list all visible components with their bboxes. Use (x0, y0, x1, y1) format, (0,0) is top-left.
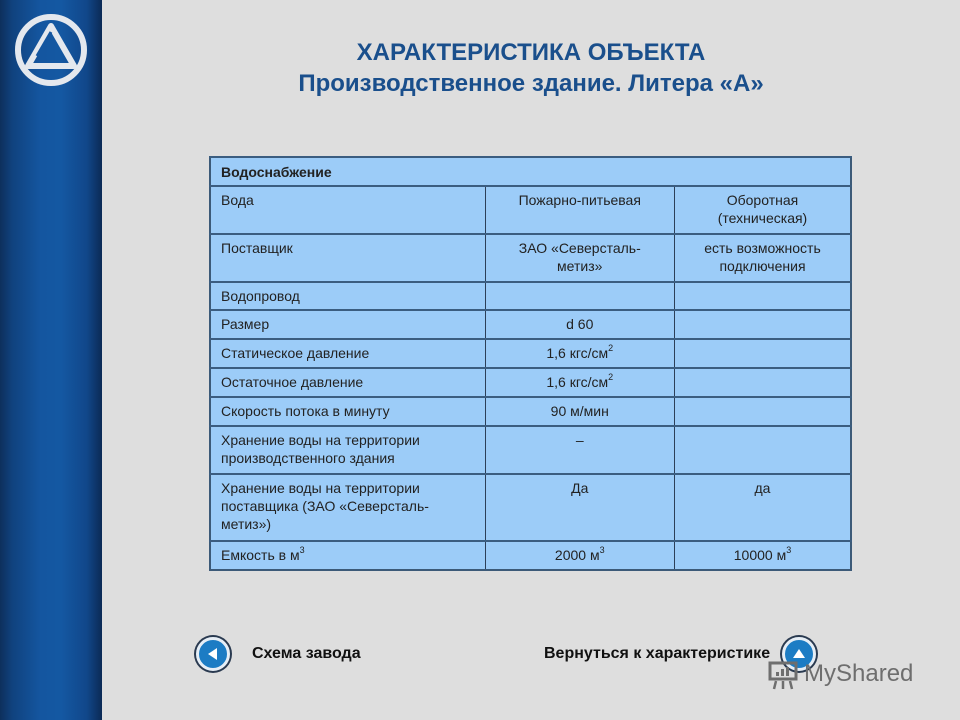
row-value-circulating (674, 397, 851, 426)
plant-scheme-link[interactable] (196, 637, 361, 671)
row-label: Размер (210, 310, 485, 339)
superscript: 3 (299, 545, 305, 555)
cell-text: есть возможность подключения (704, 240, 821, 274)
row-value-circulating (674, 186, 851, 234)
table-row (210, 426, 851, 474)
row-value-circulating (674, 541, 851, 570)
cell-text: 2000 м (554, 547, 600, 563)
row-label: Статическое давление (210, 339, 485, 368)
arrow-left-icon (205, 646, 221, 662)
table-row (210, 474, 851, 541)
row-label: Хранение воды на территории поставщика (ЗАО «Северсталь-метиз») (210, 474, 485, 541)
table-row (210, 397, 851, 426)
plant-scheme-label[interactable]: Схема завода (252, 645, 361, 662)
table-row (210, 186, 851, 234)
back-button[interactable] (196, 637, 230, 671)
row-value-drinking (485, 368, 674, 397)
return-label[interactable]: Вернуться к характеристике (544, 645, 771, 662)
cell-text: Оборотная (техническая) (717, 192, 808, 226)
row-label: Скорость потока в минуту (210, 397, 485, 426)
presentation-board-icon (766, 657, 800, 691)
row-value-circulating (674, 426, 851, 474)
cell-text: 1,6 кгс/см (546, 374, 609, 390)
table-row (210, 368, 851, 397)
row-value-circulating (674, 368, 851, 397)
cell-text: ЗАО «Северсталь-метиз» (518, 240, 641, 274)
table-row (210, 339, 851, 368)
title-main: ХАРАКТЕРИСТИКА ОБЪЕКТА (356, 39, 706, 66)
row-value-drinking: 90 м/мин (485, 397, 674, 426)
row-value-drinking (485, 339, 674, 368)
watermark (766, 657, 913, 691)
row-label: Хранение воды на территории производственного здания (210, 426, 485, 474)
row-value-circulating (674, 339, 851, 368)
superscript: 3 (786, 545, 792, 555)
table-section-header (210, 157, 851, 186)
row-value-circulating (674, 310, 851, 339)
row-label: Остаточное давление (210, 368, 485, 397)
section-title: Водоснабжение (210, 157, 851, 186)
row-label: Вода (210, 186, 485, 234)
row-label: Водопровод (210, 282, 485, 310)
superscript: 2 (608, 372, 614, 382)
table-row (210, 234, 851, 282)
row-value-drinking (485, 541, 674, 570)
company-logo-icon (10, 12, 92, 88)
cell-text: 10000 м (733, 547, 787, 563)
title-subtitle: Производственное здание. Литера «А» (298, 70, 764, 97)
row-value-circulating (674, 282, 851, 310)
row-value-drinking (485, 234, 674, 282)
row-value-circulating: да (674, 474, 851, 541)
row-value-circulating (674, 234, 851, 282)
row-value-drinking: Пожарно-питьевая (485, 186, 674, 234)
row-value-drinking: d 60 (485, 310, 674, 339)
row-label (210, 541, 485, 570)
row-label: Поставщик (210, 234, 485, 282)
table-row (210, 282, 851, 310)
cell-text: 1,6 кгс/см (546, 345, 609, 361)
table-row (210, 541, 851, 570)
cell-text: Емкость в м (221, 547, 300, 563)
watermark-text: MyShared (804, 660, 914, 687)
superscript: 3 (599, 545, 605, 555)
row-value-drinking: Да (485, 474, 674, 541)
superscript: 2 (608, 343, 614, 353)
sidebar (0, 0, 102, 720)
row-value-drinking (485, 282, 674, 310)
page-title (102, 38, 960, 100)
water-supply-table (209, 156, 852, 571)
table-row (210, 310, 851, 339)
row-value-drinking: – (485, 426, 674, 474)
